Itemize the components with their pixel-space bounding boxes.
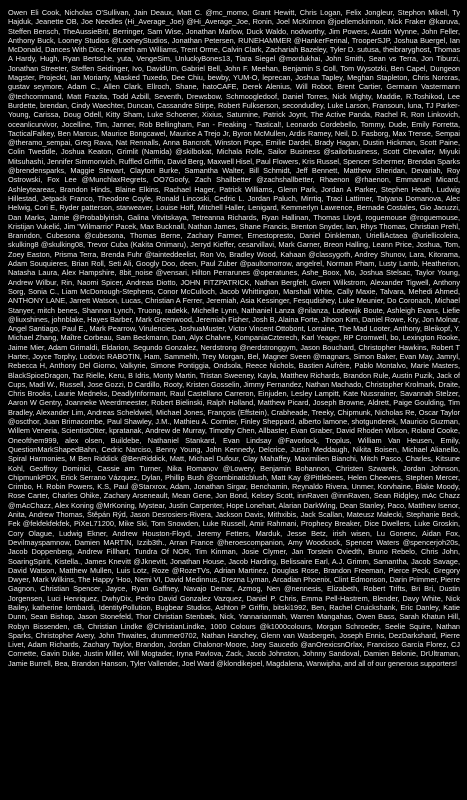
backer-names-text: Owen Eli Cook, Nicholas O'Sullivan, Jain Deaux, Matt C. @mc_momo, Grant Hewitt, Chris Logan, Felix Jongleur, Stephon Mikell, Ty Hajduk, Jeanette OB, Joe Needles (Hi_Average_Joe) @Hi_Average_Joe, Ronin, Joel McKinnon @joellemckinnon, Nick Fraker @karuva, Steffen Bensch, TheAussieBrit, Berringer, Sam Wise, Jonathan Marlow, Duck Waldo, nodworthy, Jim Powers, Austin Wynne, John Feller, Anthony Buck, Looney Studios @LooneyStudios, Jonathan Petersen, RUNEHAMMER @HankerFerinal, TrooperSJP, Joshua Buergel, Ian McDonald, Dances With Dice, Kenneth am Williams, Trent Orme, Calvin Clark, Zachariah Bazeley, Tyler D. sutusa, theibraryghost, Thomas A Hardy, Hugh, Ryan Bertsche, yuta, VengeSim, UnluckyBones13, Tiara Siegel @mordukhai, John Smith, Sean vs Terra, Jon Tiburzi, Jonathan Streeter, Steffen Seidinger, Ivo, DavidUm, Gabriel Bell, John F. Meehan, Benjamin S Coll, Tom Wysotzki, Ben Capel, Dungeon Magster, Projeckt, Ian Moriarty, Masked Tuxedo, Dee Chiu, bewby, YUM-O, leprecan, Joshua Tapley, Meghan Stapleton, Chris Norcras, gustav seymore, Adam C., Allen Clark, Ellroch, Shane, hatoCAFE, Derek Alenius, Will Robot, Brent Cartier, Germann Vastermann @techcommand, Matt Frazita, Todd Azbill, Seventh, Drewsbow, Schmoogledoof, Daniel Torres, Nick Mighty, Maddie, R.Toshikod, Lee Burdette, brendan, Cindy Waechter, Duncan, Cassandre Stirpe, Robert Fulkserson, secondudley, Luke Larson, Fransoun, luna, TJ Parker-Young, Carissa, Doug Odell, Kitty Sham, Luke Schoener, Xixius, Saturnine, Patrick Joynt, The Active Panda, Rachel R, Ron Linkovich, oceanlicurvivor, Jocelline, Tim, Janner, Rob Bellingham, Fan - Freaking - Tastical!, Leonardo Cordebello, Tommy, Dude, Emily Forretta, TacticalFalkey, Ben Marcus, Maurice Bongcawel, Maurice A Trejo Jr, Byron McMullen, Ardis Ramey, Neil, D. Fasborg, Max Trense, Sempai @theramo_sempai, Greg Rava, Nat Rennalls, Anna Bancroft, Winston Pope, Emilie Dardel, Brady Hagan, Dustin Hickman, Scott Paine, Colin Tweddle, Joshua Keaton, Grimlit (Namida) @skilbokat, Michala Rolle, Sailor Business @sailorbusiness, Scott Chevalier, Miyuki Mitsuhashi, Jennifer Simmonvich, Ruffled Griffin, David Berg, Maxwell Hisel, Paul Flowers, Kris Russel, Spencer Schermer, Brendan Sparks @brendensparks, Maggie Stewart, Clayton Burke, Samantha Walter, Bill Schmidt, Jeff Bennett, Matthew Sheridan, Devariah, Roy Ostrowski, Fox Lee @MunchlaxRegrets, OO7Goofy, Zach Shallbetter @zachshallbetter, Rhaenon @rhaenon, Emmanuel Micard, Ashleyteareas, Brandon Hinds, Blaine Elkins, Rachael Hager, Patrick Williams, Glenn Park, Jordan A Parker, Stephen Heath, Ludwig Hillestad, Jetpack Franco, Theodore Coyle, Ronald Lincoski, Cedric L. Jordan Paluch, Mirrtiq, Traci Lattimer, Tatyana Domanova, Alec Helwig, Cori E, Ryder patterson, starweaver, Louise Hoff, Mitchell Haller, Lenigard, Kemmerlyn Lawrence, Bernade Costales, Gio Jacuzzi, Dan Marks, Jamie @Probablyirish, Galina Vitvitskaya, Tetreanna Richards, Ryan Hallinan, Thomas Lloyd, roguemouse @roguemouse, Kristijan Vukelić, Jim "Wilmarrio" Pacek, Max Bucknall, Nathan James, Shane Francis, Brenton Snyder, Ian, Rhys Thomas, Christian Prehl, Branndon, Cubesona @cubesona, Thomas Berne, Zachary Farmer, Ernestopresto, Daniel Dinkleman, UrielliActaea @uriellicoleira, skulking8 @skulking08, Trevor Cuba (Kakita Onimaru), Jerryd Kieffer, cesarvillavi, Mark Garner, Breon Halling, Leann Price, Joshua, Tom, Zoey Easton, Prisma Terra, Brenda Fuhr @tainteddeelist, Ron Vo, Bradley Wood, Kahaan @classygoth, Andrey Shunov, Lara, Kitorama, Adam Souquieres, Brian Roll, Seti Ali, Googly Doo, deen, Paul Zuber @paultomorrow, angelrel, Norman Pham, Lusty Lamb, Heatherion, Natasha Laura, Alex Hampshire, 8bit_noise @vensari, Hilton Perrarunes @operatunes, Ashe_Boox, Mo, Joshua Stelsac, Taylor Young, Andrew Wilbur, Rin, Naomi Spicer, Andreas Diotto, JOHN FITZPATRICK, Nathan Bergfelt, Gwen Wilkstrom, Alexander Tigwell, Anthony Sorg, Sonia C., Liam McDonough-Stephens, Conor McCulloch, Jacob Whittington, Marshall White, Cally Maxie, Talvara, Mehedi Ahmed, ANTHONY LANE, Jarrett Watson, Lucas, Christian A Ferrer, Jeremiah, Asia Kessinger, Fesqudishey, Luke Meunier, Do Coronach, Michael Stanyer, mitch benes, Shannon Lynch, Truong, radekk, Michelle Lynn, Nathaniel Lanza @nilanza, Lodewijk Boute, Ashleigh Evans, Liefie @liuxshines, johnblake, Hayes Barber, Mark Greenwood, Jeremiah Fisher, Josh B, Alaina Forte, Jihoon Kim, Daniel Rowe, Kry, Jon Molnar, Angel Santiago, Paul E., Mark Pearrow, Virulencies, JoshuaMuster, Victor Vincent Ottobont, Lorraine, The Mad Looter, Anthony, Bleikopf, Y. Michael Zhang, Maître Corbeau, Sam Beckmann, Dan, Alyx Chalvre, KompaniaCzterech, Karl Yeager, RP Cromwell, bo, Lexington Rooke, Jaime Mier, Adam Grimaldi, Eldarion, Segundo Gonzalez, Nerdstrong @nerdstronggym, Jason Bouchard, Christopher Hawkins, Robert T Harter, Joyce Torphy, Lodovic RABOTIN, Ham, Sammehh, Trey Morgan, Bel, Magner Sveen @magnars, Simon Baker, Evan May, Jamryl, Rebecca H, Anthony Del Giorno, Valkyrie, Simone Pontiggia, Ondsola, Reece Nichols, Bastien Aufrère, Pablo Montalvo, Marie Masters, BlackSpiceDragon, Taz Rielle, Keru, B Idris, Monty Martin, Tristan Sweeney, Kayla, Matthew Richards, Brandon Rule, Austin Puzik, Jack of Cups, Madi W., Russell, Jose Gozzi, D Cardillo, Rooty, Kristen Gosselin, Jimmy Fernandez, Nathan Machado, Christopher Krolmark, Draite, Chris Brooks, Laurie Medneks, DeadlyInformant, Raul Castellano Carreron, Einjuden, Lesley Lampitt, Kate Nussrainer, Savannah Stelzer, Aaron W Gentry, Joanneke Weerdmeester, Robert Bielinski, Ralph Holland, Matthew Picard, Joseph Browne, Aldrett, Paige Goulding, Tim Bradley, Alexander Lim, Andreas Scheldwiel, Michael Jones, François (Effstein), Crabheade, Treeky, Chipmunk, Nicholas Re, Oscar Taylor @oscthor, Juan Brimacombe, Paul Shawley, J.M., Mathieu A. Cormier, Finley Sheppard, alberto lamone, shotgunderek, Mauricio Guzman, Willem Veneria, ScientistOtter, kpratanak, Andrew de Murray, Timothy Chen, Allbaster, Evan Graber, David Rhoden Wilson, Roland Cooke, Oneofthem999, alex olsen, Buildebe, Nathaniel Stankard, Evan Lindsay @Favorlock, Troplus, William Van Heusen, Emily, QuestionMarkShapedBahn, Cedric Narciso, Benny Young, John Kennedy, Delcrice, Justin Meddaugh, Nikita Boisen, Michael Alianello, Spiral Harmonies, M Ben Riddick @BenRiddick, Matt, Michael Dufour, Clay Mahaffey, Maximilien Bianchi, Mitch Pasco, Charles, Kitsune Kohl, Geoffroy Dominici, Cassie am Turner, Nika Romanov @Lowery, Benjamin Bohannon, Christen Szwarek, Jordan Johnson, ChipmunkPDX, Erick Serrano Vázquez, Dylan, Phillip Bush @combinaticblush, Matt Kay @Pittlebees, Helen Cheevers, Stephen Mercer, Crimbo, H. Robin Powers, K.S, Paul @Starxrox, Adam, Jonathan Sirgar, Benchamin, Reynaldo Rivera, Unmer, Korvhaine, Blake Moody, Rose Carter, Charles Ohike, Zachary Arseneault, Mean Gene, Jon Bond, Kelsey Scott, innRaven @innRaven, Sean Ridgley, mAc Chazz @mAcChazz, Alex Koning @MrKoning, Mystear, Justin Carpenter, Hope Lonehart, Alarian DarkWing, Dean Stanley, Paco, Matthew Isenor, Anita, Andrew Thomas, Štěpán Rýd, Jason Desrosiers-Rivera, Jackson Davis, Mithxibis, Jack Scallan, Mateusz Małecki, Stephanie Beck, Fek @fekfekfekfek, PiXeL71200, Mike Ski, Tom Snowden, Luke Russell, Amir Rahmani, Prophecy Breaker, Dice Dwellers, Luke Groskin, Cory Olague, Ludwig Ekner, Andrew Houston-Floyd, Jeremy Fetters, Marduk, Jesse Betz, irish wisen, Lu Gonenc, Aidan Fox, Devilmayspamnow, Damien MARTIN, Izzib3th., Arran France @heroescompanion, Amy Woodcock, Spencer Waters @spencerjoh20s, Jacob Doppenberg, Andrew Fillhart, Tundra Of NOR, Tim Kinman, Josie Clymer, Jan Torstein Oviedth, Bruno Rebelo, Chris John, SoaringSpirit, Kistella., James Knevitt @Jknevitt, Jonathan House, Jacob Harding, Belissaire Earl, A.J. Grimm, Samantha, Jacob Savage, David Watson, Matthew Mullen, Luis Lotz, Roze @RozeTVs, Adrian Martinez, Douglas Rose, Brandon Freeman, Pierce Peck, Gregory Dwyer, Mark Wilkins, The Happy 'Hoo, Nemi VI, David Medinnus, Drezna Lyman, Arcadian Phoenix, Clint Edmonson, Darin Primmer, Pierre Gagnon, Christian Spencer, Jayce, Ryan Gaffney, Navajo Demar, Azmog, Nen @nennesis, Elizabeth, Robert Trifts, Bri Bri, Dustin Jorgensen, Luci Henriquez, DwhyDix, Pedro David Gonzalez Vazquez, Daniel P. Chris, Emma Pell-Hastrem, Blender, Davy White, Nick Bailey, katherine lombardi, IdentityPollution, Bugbear Studios, Ashton P Griffin, bitski1992, Ben, Rachel Cruickshank, Eric Danley, Katie Dunn, Sean Bishop, Jason Stonefeld, Thor Christian Stenbæk, Nick, Yannarianmah, Warren Mangahas, Owen Bass, Sarah Khatun Hill, Robyn Bissenden, cB, Christian Lindke @ChristianLindke, 1000 Colours @k1000colours, Morgan Schroeder, Seelie Squire, Nathan Sparks, Christopher Avery, John Thwaites, drummer0702, Nathan Hanchey, Glenn van Wasbergen, Joseph Ennis, DezDarkshard, Pierre Livet, Adam Richards, Zachary Taylor, Brandon, Jordan Chalonor-Moore, Joey Saucedo @anOrexicsnOrlax, Francisco García Florez, CJ Cornette, Gavin Duke, Justin Miller, Will Mogtader, Iryna Pavlova, Zack, Jacob Johnston, Johnny Sandoval, Damien Belonie, DrUltraman, Jamie Burrell, Bea, Brandon Hanson, Tyler Vallender, Joel Ward @klondikejoel, Magdalena, Wanwipha, and all of our generous supporters! bbox=[8, 8, 460, 668]
backer-credits bbox=[8, 8, 460, 794]
